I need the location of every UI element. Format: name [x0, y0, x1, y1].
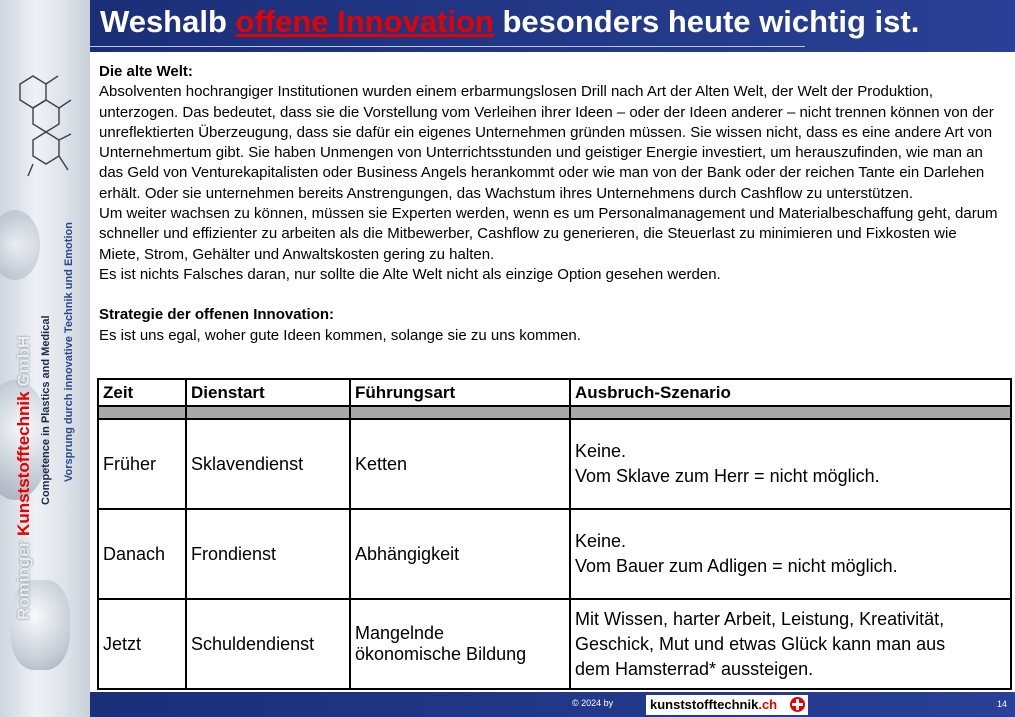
- footer-bar: [90, 692, 1015, 717]
- cell-zeit: Danach: [98, 509, 186, 599]
- page-title: Weshalb offene Innovation besonders heute wichtig ist.: [100, 4, 920, 39]
- copyright-text: © 2024 by: [572, 698, 614, 708]
- vorsprung-tagline: Vorsprung durch innovative Technik und Emotion: [63, 222, 75, 482]
- paragraph: Absolventen hochrangiger Institutionen wurden einem erbarmungslosen Drill nach Art der Alten Welt, der Welt der Produktion, unterzogen. Das bedeutet, dass sie die Vorstellung vom Verleihen ihrer Ideen – oder der Ideen anderer – nicht trennen können von der unreflektierten Überzeugung, dass sie dafür ein eigenes Unternehmen gründen müssen. Sie wissen nicht, dass es eine andere Art von Unternehmertum gibt. Sie haben Unmengen von Unterrichtsstunden und geistiger Energie investiert, um herauszufinden, wie man an das Geld von Venturekapitalisten oder Business Angels herankommt oder wie man von der Bank oder der reichen Tante ein Darlehen erhält. Oder sie unternehmen bereits Anstrengungen, das Wachstum ihres Unternehmens durch Cashflow zu unterstützen.: [99, 83, 994, 202]
- decorative-shape: [0, 210, 40, 280]
- column-header-dienstart: Dienstart: [186, 379, 350, 406]
- cell-dienstart: Schuldendienst: [186, 599, 350, 689]
- cell-fuehrungsart: Mangelnde ökonomische Bildung: [350, 599, 570, 689]
- brand-logo: kunststofftechnik.ch: [646, 695, 808, 715]
- competence-tagline: Competence in Plastics and Medical: [40, 315, 52, 505]
- molecule-icon: [8, 64, 83, 184]
- cell-zeit: Früher: [98, 419, 186, 509]
- paragraph: Um weiter wachsen zu können, müssen sie Experten werden, wenn es um Personalmanagement und Materialbeschaffung geht, darum schneller und effizienter zu arbeiten als die Mitbewerber, Cashflow zu generieren, die Steuerlast zu minimieren und Fixkosten wie Miete, Strom, Gehälter und Anwaltskosten gering zu halten.: [99, 205, 998, 263]
- cell-szenario: Mit Wissen, harter Arbeit, Leistung, Kreativität, Geschick, Mut und etwas Glück kann man aus dem Hamsterrad* aussteigen.: [570, 599, 1011, 689]
- brand-cross-icon: [790, 697, 805, 712]
- title-underline: [90, 46, 805, 47]
- paragraph: Es ist uns egal, woher gute Ideen kommen, solange sie zu uns kommen.: [99, 326, 581, 344]
- section-heading-open-innovation: Strategie der offenen Innovation:: [99, 306, 335, 324]
- column-header-ausbruch: Ausbruch-Szenario: [570, 379, 1011, 406]
- title-bar: [90, 0, 1015, 52]
- cell-szenario: Keine. Vom Sklave zum Herr = nicht möglich.: [570, 419, 1011, 509]
- cell-dienstart: Frondienst: [186, 509, 350, 599]
- paragraph: Es ist nichts Falsches daran, nur sollte die Alte Welt nicht als einzige Option gesehen werden.: [99, 265, 721, 283]
- cell-szenario: Keine. Vom Bauer zum Adligen = nicht möglich.: [570, 509, 1011, 599]
- table-header-row: [98, 379, 1011, 406]
- company-name: Rominger Kunststofftechnik GmbH: [14, 335, 33, 620]
- table-row: [98, 419, 1011, 509]
- cell-fuehrungsart: Ketten: [350, 419, 570, 509]
- sidebar-panel: [0, 0, 90, 717]
- column-header-fuehrungsart: Führungsart: [350, 379, 570, 406]
- table-separator-row: [98, 406, 1011, 419]
- cell-dienstart: Sklavendienst: [186, 419, 350, 509]
- body-text: [99, 62, 999, 346]
- cell-zeit: Jetzt: [98, 599, 186, 689]
- comparison-table: [97, 378, 1012, 690]
- table-row: [98, 599, 1011, 689]
- column-header-zeit: Zeit: [98, 379, 186, 406]
- section-heading-old-world: Die alte Welt:: [99, 63, 193, 80]
- cell-fuehrungsart: Abhängigkeit: [350, 509, 570, 599]
- table-row: [98, 509, 1011, 599]
- page-number: 14: [996, 699, 1007, 709]
